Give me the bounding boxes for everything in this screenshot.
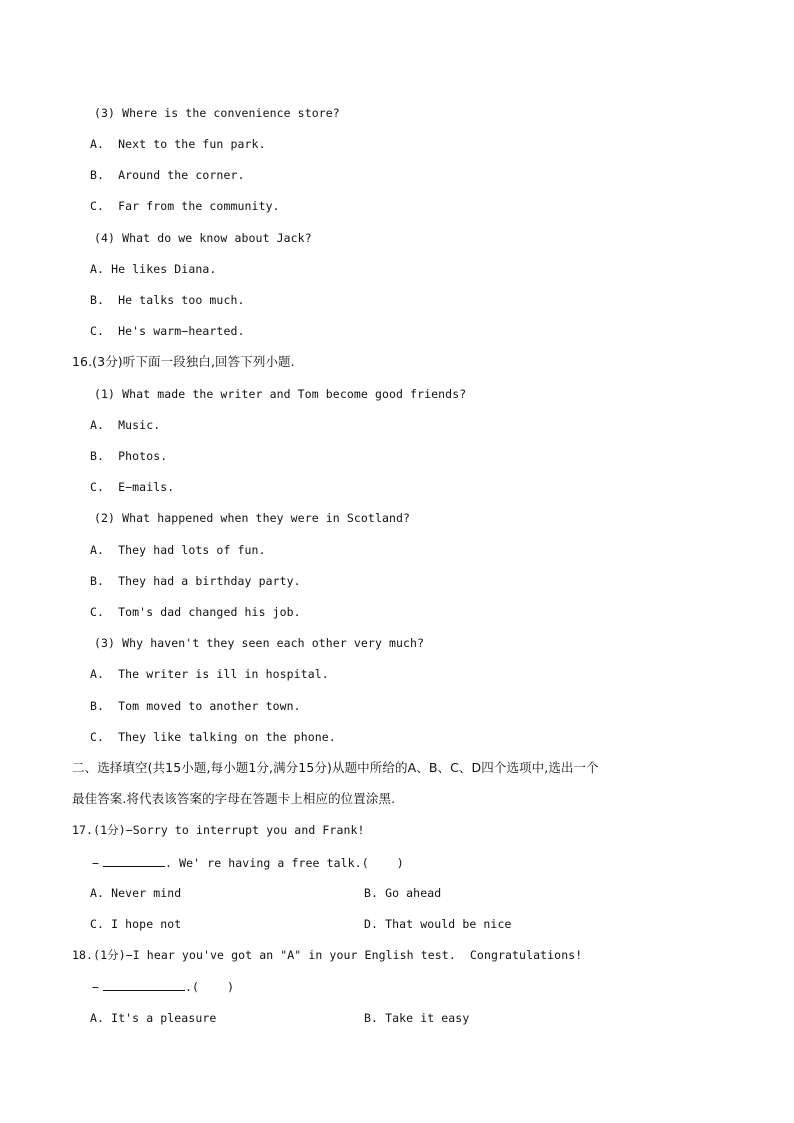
question-15-4: (4) What do we know about Jack? — [94, 231, 312, 245]
question-18: 18.(1分)−I hear you've got an "A" in your English test. Congratulations! — [72, 948, 583, 962]
section-2-instructions-line-1: 二、选择填空(共15小题,每小题1分,满分15分)从题中所给的A、B、C、D四个选项中,选出一个 — [72, 760, 599, 775]
reply-dash: − — [92, 980, 100, 994]
option-17-a: A. Never mind — [90, 886, 182, 900]
answer-blank — [103, 978, 185, 991]
question-16-3: (3) Why haven't they seen each other very much? — [94, 636, 425, 650]
option-17-b: B. Go ahead — [364, 886, 442, 900]
option-15-4-a: A. He likes Diana. — [90, 262, 217, 276]
answer-blank — [103, 854, 165, 867]
option-16-2-b: B. They had a birthday party. — [90, 574, 301, 588]
option-15-3-b: B. Around the corner. — [90, 168, 245, 182]
option-17-c: C. I hope not — [90, 917, 182, 931]
reply-text: . We' re having a free talk.( ) — [165, 856, 404, 870]
option-18-b: B. Take it easy — [364, 1011, 470, 1025]
option-17-d: D. That would be nice — [364, 917, 512, 931]
question-18-reply — [92, 978, 234, 995]
option-18-a: A. It's a pleasure — [90, 1011, 217, 1025]
option-16-3-b: B. Tom moved to another town. — [90, 699, 301, 713]
option-15-3-a: A. Next to the fun park. — [90, 137, 266, 151]
option-15-3-c: C. Far from the community. — [90, 199, 280, 213]
option-16-2-c: C. Tom's dad changed his job. — [90, 605, 301, 619]
option-16-3-a: A. The writer is ill in hospital. — [90, 667, 329, 681]
option-16-1-b: B. Photos. — [90, 449, 168, 463]
question-17-reply — [92, 854, 404, 871]
option-16-3-c: C. They like talking on the phone. — [90, 730, 336, 744]
option-16-1-a: A. Music. — [90, 418, 161, 432]
question-15-3: (3) Where is the convenience store? — [94, 106, 340, 120]
option-16-1-c: C. E−mails. — [90, 480, 175, 494]
question-16-2: (2) What happened when they were in Scotland? — [94, 511, 411, 525]
question-16-1: (1) What made the writer and Tom become good friends? — [94, 387, 467, 401]
option-15-4-c: C. He's warm−hearted. — [90, 324, 245, 338]
section-2-instructions-line-2: 最佳答案.将代表该答案的字母在答题卡上相应的位置涂黑. — [72, 791, 396, 806]
question-17: 17.(1分)−Sorry to interrupt you and Frank! — [72, 823, 365, 837]
question-16-heading: 16.(3分)听下面一段独白,回答下列小题. — [72, 354, 295, 369]
option-15-4-b: B. He talks too much. — [90, 293, 245, 307]
option-16-2-a: A. They had lots of fun. — [90, 543, 266, 557]
reply-dash: − — [92, 856, 100, 870]
reply-text: .( ) — [185, 980, 235, 994]
